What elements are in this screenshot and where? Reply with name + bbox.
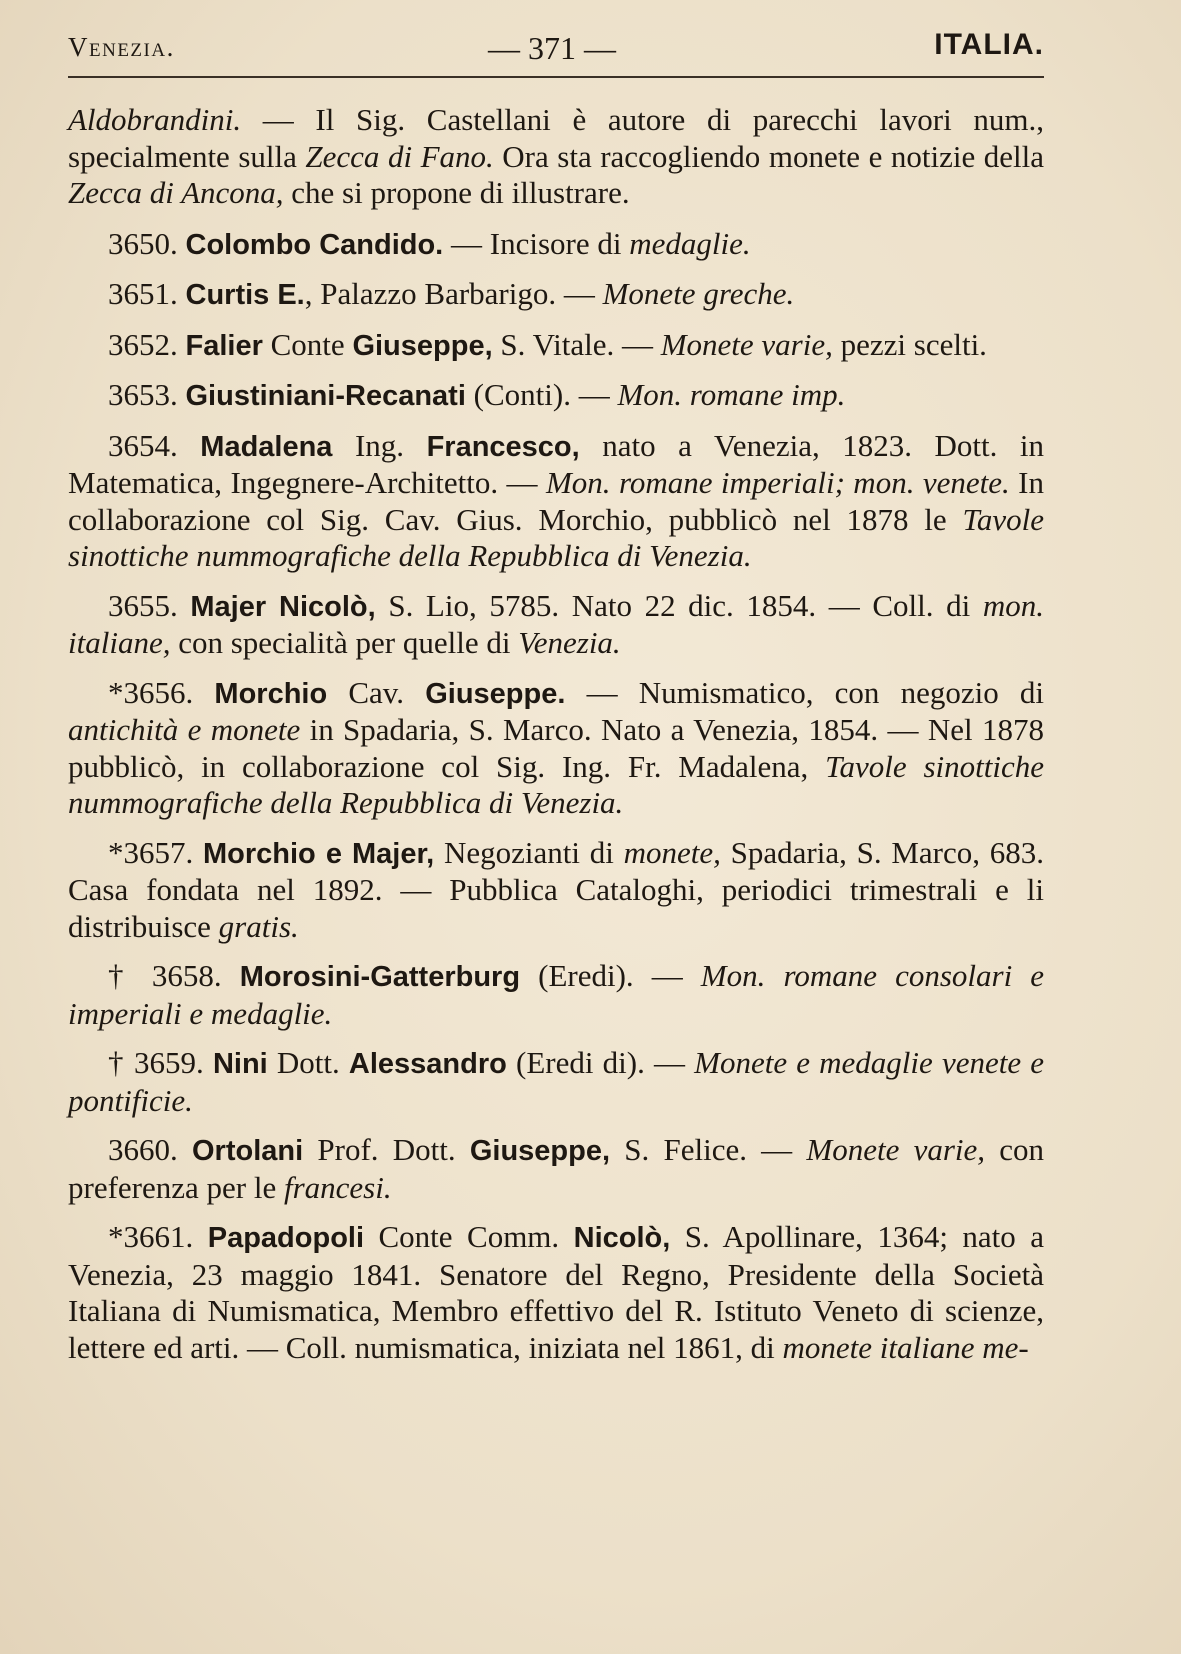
entry-3656	[68, 675, 1044, 822]
entry-3659	[68, 1045, 1044, 1119]
entry-italic-2: Tavole sinottiche nummografiche della Repubblica di Venezia.	[68, 748, 1045, 820]
entry-italic-2: Tavole sinottiche nummografiche della Repubblica di Venezia.	[68, 501, 1044, 573]
entry-text: nato a Venezia, 1823. Dott. in Matematica, Ingegnere-Architetto. —	[68, 427, 1045, 500]
entry-italic: Monete varie,	[806, 1132, 986, 1167]
entry-text: S. Lio, 5785. Nato 22 dic. 1854. — Coll. di	[375, 587, 983, 623]
entry-name-2: Nicolò,	[573, 1222, 671, 1254]
entry-text: pezzi scelti.	[832, 326, 987, 362]
entry-italic: Monete varie,	[660, 326, 833, 362]
entry-number: 3650.	[108, 225, 178, 261]
entry-italic: mon. italiane,	[68, 587, 1044, 660]
entry-number: *3656.	[108, 674, 194, 710]
entry-number: *3657.	[108, 834, 194, 870]
entry-name: Majer Nicolò,	[190, 590, 376, 623]
entry-text: Conte Comm.	[364, 1219, 574, 1254]
header-rule	[68, 76, 1044, 78]
entry-number: † 3659.	[108, 1045, 204, 1080]
intro-italic-5: Zecca di Ancona,	[68, 175, 284, 210]
entry-italic: Mon. romane imp.	[617, 377, 846, 412]
entry-italic: antichità e monete	[68, 712, 301, 747]
entry-text: Conte	[262, 326, 353, 362]
page-body	[68, 102, 1044, 1379]
entry-text: Dott.	[267, 1045, 349, 1080]
entry-number: 3651.	[108, 276, 178, 311]
entry-italic: Mon. romane imperiali; mon. venete.	[545, 465, 1010, 500]
entry-3660	[68, 1132, 1044, 1206]
entry-italic-2: francesi.	[283, 1169, 392, 1205]
header-location: Venezia.	[68, 32, 175, 62]
entry-text: (Eredi). —	[520, 958, 701, 993]
entry-number: *3661.	[108, 1219, 194, 1254]
entry-number: 3653.	[108, 377, 178, 412]
entry-text: Negozianti di	[434, 834, 624, 870]
entry-3661	[68, 1219, 1044, 1366]
entry-text: con specialità per quelle di	[170, 625, 519, 660]
intro-paragraph	[68, 102, 1044, 212]
entry-name: Colombo Candido.	[185, 228, 444, 261]
entry-text: in Spadaria, S. Marco. Nato a Venezia, 1854. — Nel 1878 pubblicò, in collaborazione col Sig. Ing. Fr. Madalena,	[68, 712, 1044, 784]
entry-text: Prof. Dott.	[303, 1132, 470, 1167]
entry-text: (Eredi di). —	[506, 1045, 695, 1080]
entry-text: S. Felice. —	[610, 1132, 807, 1167]
entry-italic: monete,	[623, 834, 721, 870]
entry-name-2: Giuseppe,	[469, 1135, 611, 1167]
entry-text: — Numismatico, con negozio di	[565, 674, 1044, 710]
entry-italic-2: gratis.	[218, 908, 299, 944]
entry-3657	[68, 835, 1044, 946]
header-country: ITALIA.	[934, 28, 1044, 61]
entry-name-2: Alessandro	[348, 1048, 507, 1080]
entry-number: 3652.	[108, 326, 178, 362]
entry-italic: monete italiane me-	[782, 1329, 1029, 1365]
entry-italic: medaglie.	[629, 225, 751, 261]
entry-name-2: Francesco,	[426, 430, 580, 463]
entry-number: † 3658.	[108, 958, 222, 993]
entry-name: Nini	[212, 1048, 268, 1080]
entry-text: , Palazzo Barbarigo. —	[304, 276, 603, 311]
entry-3652	[68, 327, 1044, 365]
entry-3654	[68, 428, 1044, 575]
entry-3651	[68, 276, 1044, 314]
entry-text: S. Vitale. —	[492, 326, 661, 362]
entry-text: (Conti). —	[465, 377, 618, 412]
entry-name-2: Giuseppe.	[425, 677, 566, 710]
entry-name: Papadopoli	[207, 1222, 365, 1254]
entry-italic: Monete e medaglie venete e pontificie.	[68, 1045, 1045, 1118]
entry-name: Ortolani	[191, 1135, 304, 1167]
entry-name: Morosini-Gatterburg	[239, 961, 521, 993]
entry-text: Cav.	[327, 674, 426, 710]
entry-number: 3660.	[108, 1132, 178, 1167]
entry-name: Falier	[185, 329, 263, 362]
intro-italic-1: Aldobrandini.	[68, 102, 242, 137]
entry-italic: Mon. romane consolari e imperiali e medaglie.	[68, 958, 1045, 1031]
entry-text: In collaborazione col Sig. Cav. Gius. Morchio, pubblicò nel 1878 le	[68, 465, 1044, 537]
entry-text: con preferenza per le	[68, 1132, 1045, 1205]
intro-italic-3: Zecca di Fano.	[305, 138, 494, 174]
entry-text: — Incisore di	[443, 225, 630, 261]
entry-name-2: Giuseppe,	[352, 329, 493, 362]
entry-name: Giustiniani-Recanati	[185, 380, 466, 412]
intro-text-6: che si propone di illustrare.	[283, 175, 630, 210]
intro-text-2: — Il Sig. Castellani è autore di parecchi lavori num., specialmente sulla	[68, 102, 1044, 174]
entry-name: Curtis E.	[185, 279, 305, 311]
entry-name: Madalena	[200, 430, 333, 463]
page-number: — 371 —	[488, 30, 616, 66]
entry-number: 3654.	[108, 427, 178, 463]
entry-3658	[68, 958, 1044, 1032]
entry-text: S. Apollinare, 1364; nato a Venezia, 23 maggio 1841. Senatore del Regno, Presidente della Società Italiana di Numismatica, Membro effettivo del R. Istituto Veneto di scienze, lettere ed arti. — Coll. numismatica, iniziata nel 1861, di	[68, 1219, 1045, 1365]
entry-italic-2: Venezia.	[518, 625, 621, 660]
running-header	[68, 28, 1044, 68]
entry-3653	[68, 377, 1044, 415]
entry-3655	[68, 588, 1044, 662]
entry-text: Spadaria, S. Marco, 683. Casa fondata nel 1892. — Pubblica Cataloghi, periodici trimestrali e li distribuisce	[68, 834, 1044, 944]
entry-3650	[68, 226, 1044, 264]
entry-text: Ing.	[332, 427, 427, 463]
entry-name: Morchio	[214, 677, 328, 710]
intro-text-4: Ora sta raccogliendo monete e notizie della	[493, 138, 1044, 174]
entry-italic: Monete greche.	[602, 276, 795, 311]
entry-number: 3655.	[108, 587, 178, 623]
entry-name: Morchio e Majer,	[203, 837, 435, 870]
